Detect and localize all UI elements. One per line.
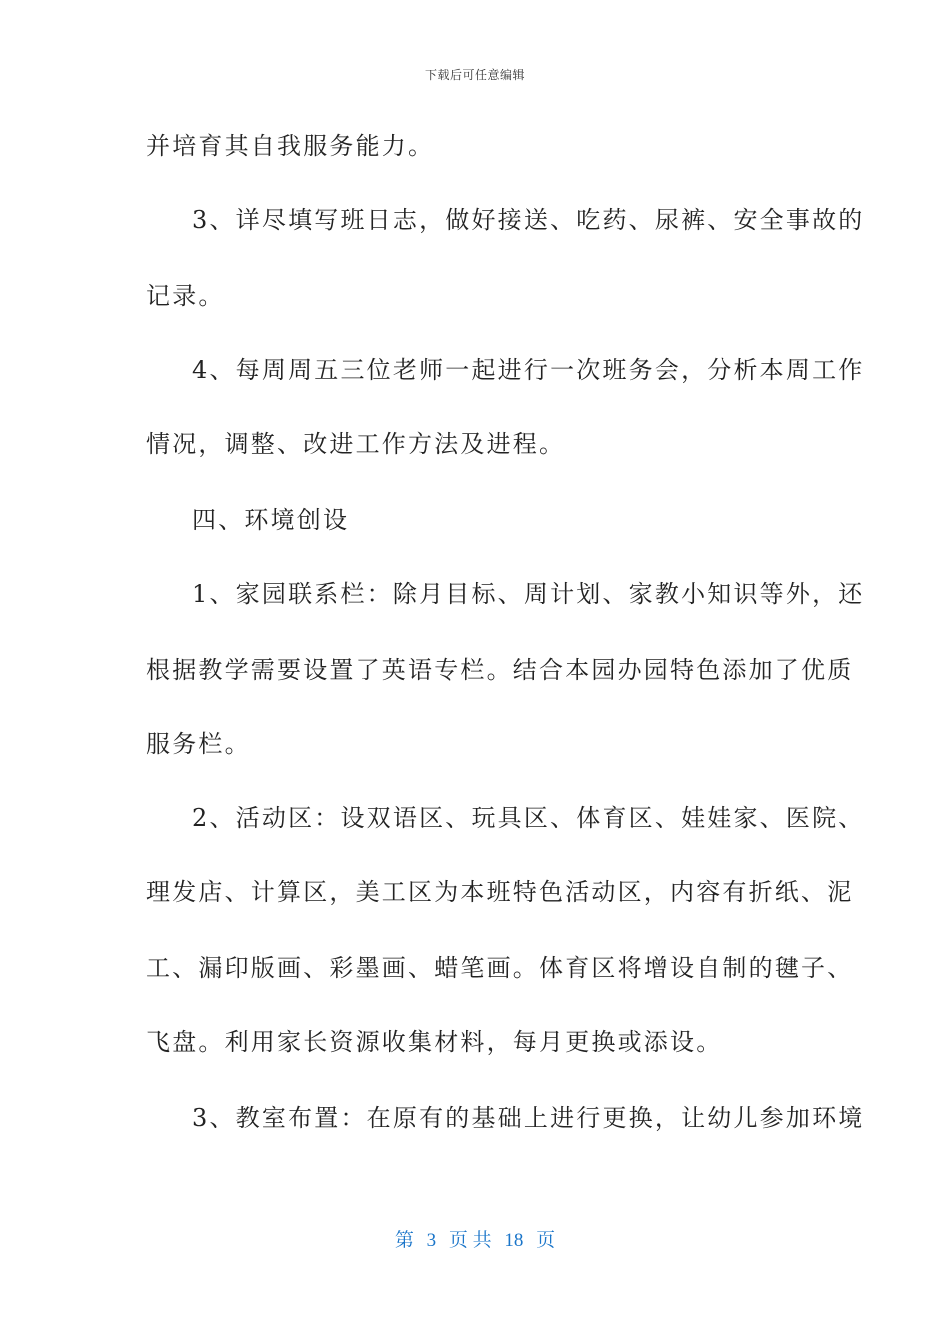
section-heading: 四、环境创设 [192,506,350,534]
body-line: 工、漏印版画、彩墨画、蜡笔画。体育区将增设自制的毽子、 [146,954,854,982]
body-line: 情况，调整、改进工作方法及进程。 [146,430,566,458]
footer-prefix: 第 [394,1230,414,1251]
body-line: 1、家园联系栏：除月目标、周计划、家教小知识等外，还 [192,580,865,608]
body-line: 服务栏。 [146,730,251,758]
page-header: 下载后可任意编辑 [424,68,525,82]
body-line: 理发店、计算区，美工区为本班特色活动区，内容有折纸、泥 [146,878,854,906]
body-line: 2、活动区：设双语区、玩具区、体育区、娃娃家、医院、 [192,804,865,832]
body-line: 3、教室布置：在原有的基础上进行更换，让幼儿参加环境 [192,1104,865,1132]
footer-suffix: 页 [536,1230,556,1251]
footer-total-pages: 18 [504,1230,524,1251]
body-line: 根据教学需要设置了英语专栏。结合本园办园特色添加了优质 [146,656,854,684]
footer-middle: 页 共 [448,1230,492,1251]
page-footer [0,1225,950,1252]
footer-page-number: 3 [426,1230,437,1251]
body-line: 飞盘。利用家长资源收集材料，每月更换或添设。 [146,1028,723,1056]
body-line: 4、每周周五三位老师一起进行一次班务会，分析本周工作 [192,356,865,384]
body-line: 3、详尽填写班日志，做好接送、吃药、尿裤、安全事故的 [192,206,865,234]
body-line: 记录。 [146,282,225,310]
body-line: 并培育其自我服务能力。 [146,132,435,160]
